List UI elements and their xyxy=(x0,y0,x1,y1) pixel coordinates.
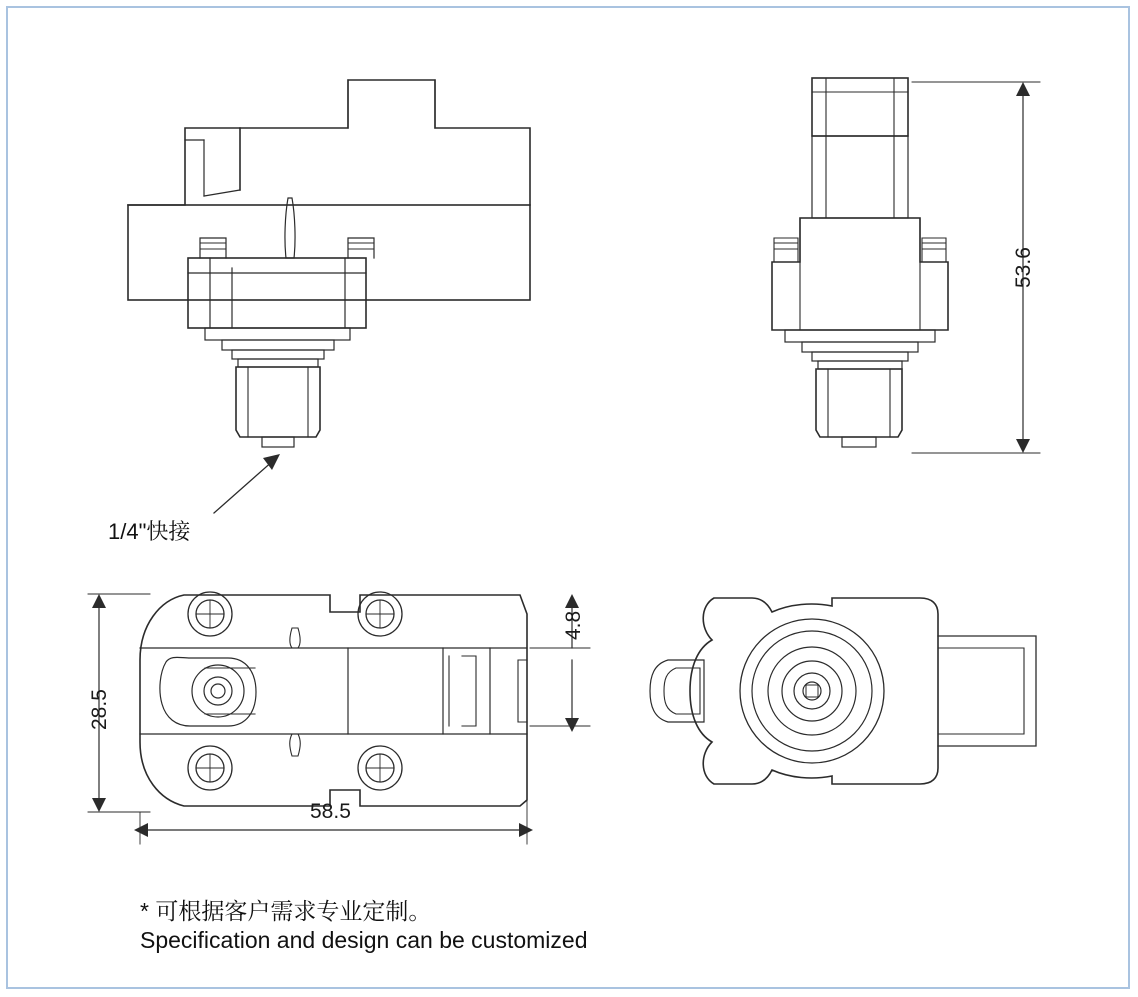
dimension-label-53-6: 53.6 xyxy=(1012,247,1035,288)
dimension-label-58-5: 58.5 xyxy=(310,800,351,823)
note-line-english: Specification and design can be customized xyxy=(140,927,588,953)
top-view-bottom-left xyxy=(140,592,527,806)
dimension-58-5 xyxy=(134,740,533,844)
front-view-top-left xyxy=(128,80,530,447)
note-line-chinese: * 可根据客户需求专业定制。 xyxy=(140,898,432,924)
dimension-label-28-5: 28.5 xyxy=(88,689,111,730)
top-view-bottom-right xyxy=(650,598,1036,784)
dimension-label-4-8: 4.8 xyxy=(562,610,585,640)
callout-quick-connect: 1/4"快接 xyxy=(108,519,191,544)
callout-leader-quick-connect xyxy=(214,454,280,513)
side-view-top-right xyxy=(772,78,948,447)
